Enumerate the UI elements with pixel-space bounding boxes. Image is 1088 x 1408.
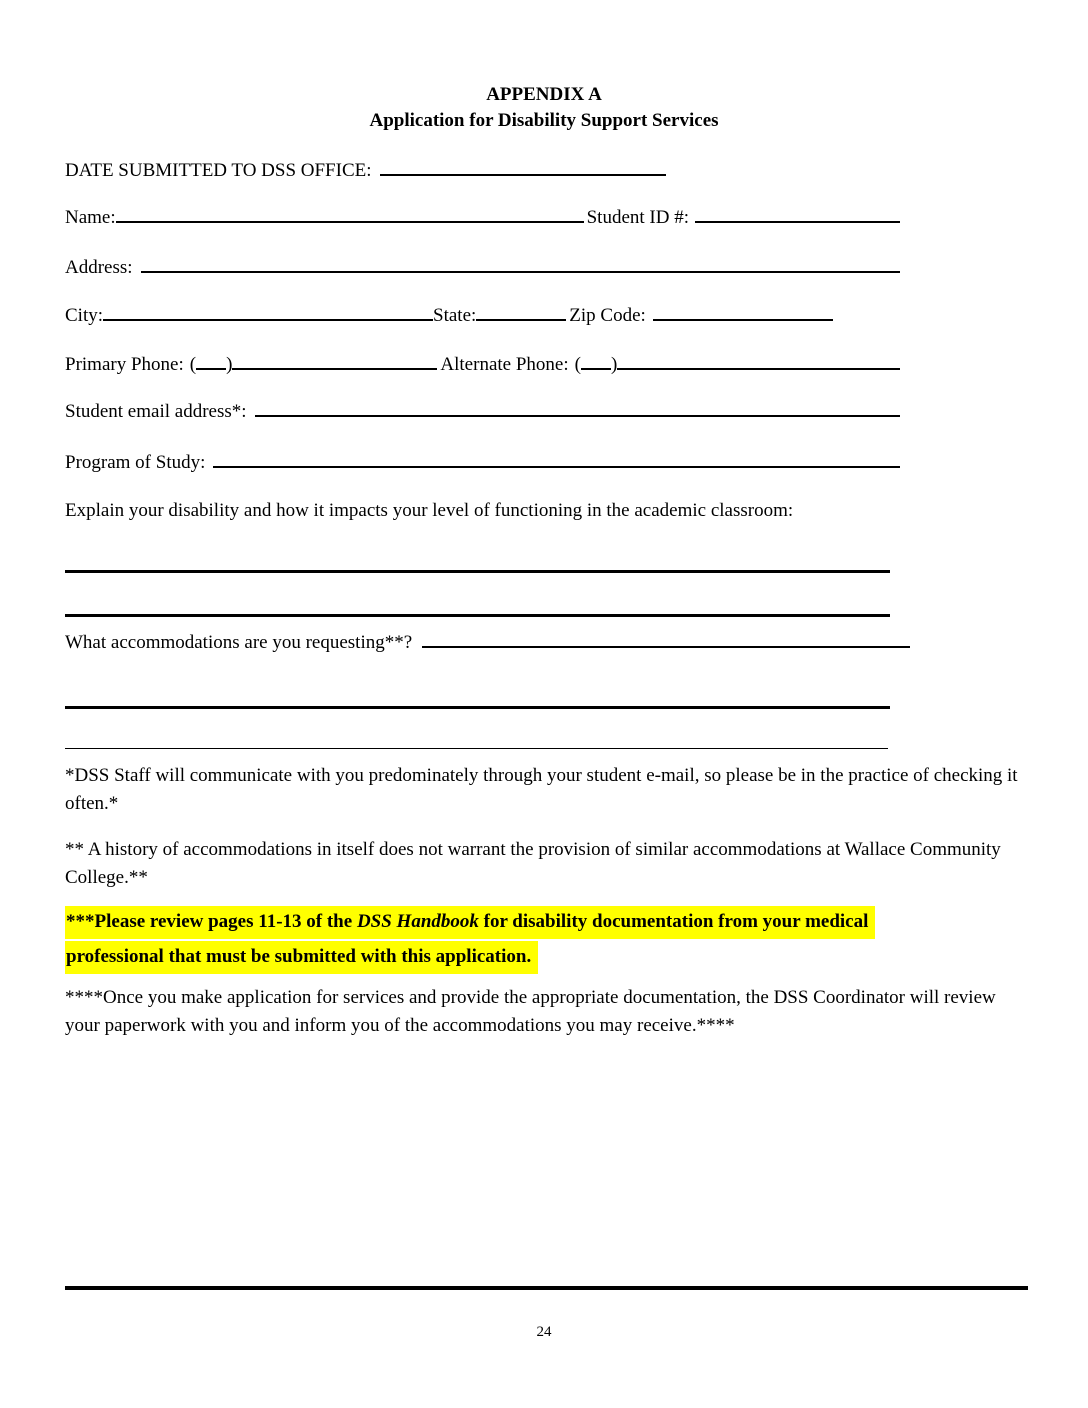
primary-phone-field[interactable] bbox=[232, 366, 437, 370]
primary-phone-label: Primary Phone: bbox=[65, 354, 184, 375]
handbook-title-italic: DSS Handbook bbox=[356, 911, 479, 932]
email-row bbox=[65, 401, 900, 423]
disability-answer-line-1[interactable] bbox=[65, 570, 890, 573]
address-label: Address: bbox=[65, 257, 133, 278]
accommodation-history-note: ** A history of accommodations in itself does not warrant the provision of similar accommodations at Wallace Community College.** bbox=[65, 839, 1001, 888]
student-email-label: Student email address*: bbox=[65, 401, 247, 422]
primary-area-paren-open: ( bbox=[189, 354, 197, 375]
name-field[interactable] bbox=[116, 219, 584, 223]
page-number: 24 bbox=[536, 1324, 552, 1340]
disability-prompt-label: Explain your disability and how it impacts your level of functioning in the academic classroom: bbox=[65, 500, 794, 521]
alternate-area-code-field[interactable] bbox=[581, 366, 611, 370]
document-title bbox=[0, 82, 1088, 134]
city-label: City: bbox=[65, 305, 104, 326]
email-communication-note: *DSS Staff will communicate with you predominately through your student e-mail, so please be in the practice of checking it often.* bbox=[65, 765, 1018, 814]
program-row bbox=[65, 452, 900, 474]
zip-label: Zip Code: bbox=[569, 305, 646, 326]
footer-divider-rule bbox=[65, 1286, 1028, 1290]
phone-row bbox=[65, 354, 900, 376]
student-id-field[interactable] bbox=[695, 219, 900, 223]
state-field[interactable] bbox=[476, 317, 566, 321]
address-field[interactable] bbox=[141, 269, 900, 273]
disability-answer-line-2[interactable] bbox=[65, 614, 890, 617]
date-submitted-field[interactable] bbox=[380, 172, 666, 176]
name-label: Name: bbox=[65, 207, 116, 228]
appendix-heading: APPENDIX A bbox=[486, 84, 602, 105]
accommodations-answer-line-2[interactable] bbox=[65, 748, 888, 749]
accommodations-prompt-row bbox=[65, 632, 910, 654]
primary-area-paren-close: ) bbox=[226, 354, 233, 375]
handbook-note-line-1 bbox=[65, 906, 875, 939]
handbook-note-line1-pre: ***Please review pages 11-13 of the bbox=[66, 911, 357, 932]
handbook-note-line-2: professional that must be submitted with this application. bbox=[65, 941, 538, 974]
city-state-zip-row bbox=[65, 305, 865, 327]
state-label: State: bbox=[433, 305, 477, 326]
zip-field[interactable] bbox=[653, 317, 833, 321]
alternate-phone-field[interactable] bbox=[617, 366, 900, 370]
program-of-study-field[interactable] bbox=[213, 464, 900, 468]
alternate-area-paren-close: ) bbox=[610, 354, 618, 375]
accommodations-prompt-label: What accommodations are you requesting**? bbox=[65, 632, 413, 653]
disability-prompt-row bbox=[65, 500, 1025, 522]
accommodations-answer-line-1[interactable] bbox=[65, 706, 890, 709]
address-row bbox=[65, 257, 900, 279]
date-submitted-row bbox=[65, 160, 765, 182]
primary-area-code-field[interactable] bbox=[196, 366, 226, 370]
program-of-study-label: Program of Study: bbox=[65, 452, 206, 473]
application-process-note: ****Once you make application for services and provide the appropriate documentation, the DSS Coordinator will review your paperwork with you and inform you of the accommodations you may receive.**** bbox=[65, 987, 996, 1036]
handbook-note-line1-post: for disability documentation from your medical bbox=[478, 911, 869, 932]
name-row bbox=[65, 207, 900, 229]
handbook-highlighted-note bbox=[65, 906, 1065, 974]
alternate-phone-label: Alternate Phone: bbox=[440, 354, 569, 375]
student-id-label: Student ID #: bbox=[586, 207, 689, 228]
alternate-area-paren-open: ( bbox=[574, 354, 581, 375]
student-email-field[interactable] bbox=[255, 413, 900, 417]
form-title: Application for Disability Support Services bbox=[369, 110, 719, 131]
accommodations-field[interactable] bbox=[422, 644, 910, 648]
city-field[interactable] bbox=[103, 317, 433, 321]
date-submitted-label: DATE SUBMITTED TO DSS OFFICE: bbox=[65, 160, 372, 181]
